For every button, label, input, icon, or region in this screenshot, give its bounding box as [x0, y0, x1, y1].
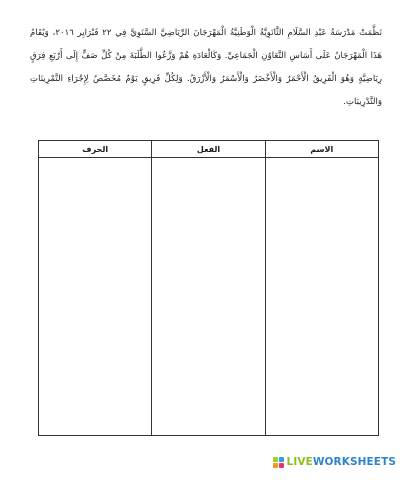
brand-name-live: LIVE — [286, 456, 313, 468]
liveworksheets-brand — [273, 456, 396, 468]
liveworksheets-logo-icon — [273, 457, 284, 468]
column-header-particle: الحرف — [39, 141, 152, 158]
answer-cell-verb[interactable] — [152, 158, 265, 436]
brand-name — [287, 456, 396, 468]
reading-passage — [30, 22, 382, 114]
column-header-noun: الاسم — [265, 141, 378, 158]
classification-table — [38, 140, 379, 436]
answer-cell-particle[interactable] — [39, 158, 152, 436]
table-answer-row — [39, 158, 379, 436]
answer-cell-noun[interactable] — [265, 158, 378, 436]
passage-text: نَظَّمَتْ مَدْرَسَةُ عَبْدِ السَّلَامِ الثَّانَوِيَّةُ الْوَطَنِيَّةُ الْمَهْرَجَانَ الرِّيَاضِيَّ السَّنَوِيَّ فِي ٢٢ فَبْرَايِر ٢٠١٦، وَيُقَامُ هَذَا الْمَهْرَجَانُ عَلَى أَسَاسِ التَّعَاوُنِ الْجَمَاعِيِّ. وَكَالْعَادَةِ هُمْ وَزَّعُوا الطَّلَبَةَ مِنْ كُلِّ صَفٍّ إِلَى أَرْبَعِ فِرَقٍ رِيَاضِيَّةٍ وَهُوَ الْفَرِيقُ الْأَحْمَرُ وَالْأَخْضَرُ وَالْأَسْمَرُ وَالْأَزْرَقُ. وَلِكُلِّ فَرِيقٍ يَوْمٌ مُخَصَّصٌ لِإِجْرَاءِ التَّمْرِينَاتِ وَالتَّدْرِيبَاتِ. — [30, 28, 382, 107]
table-header-row — [39, 141, 379, 158]
brand-name-worksheets: WORKSHEETS — [312, 456, 396, 468]
column-header-verb: الفعل — [152, 141, 265, 158]
